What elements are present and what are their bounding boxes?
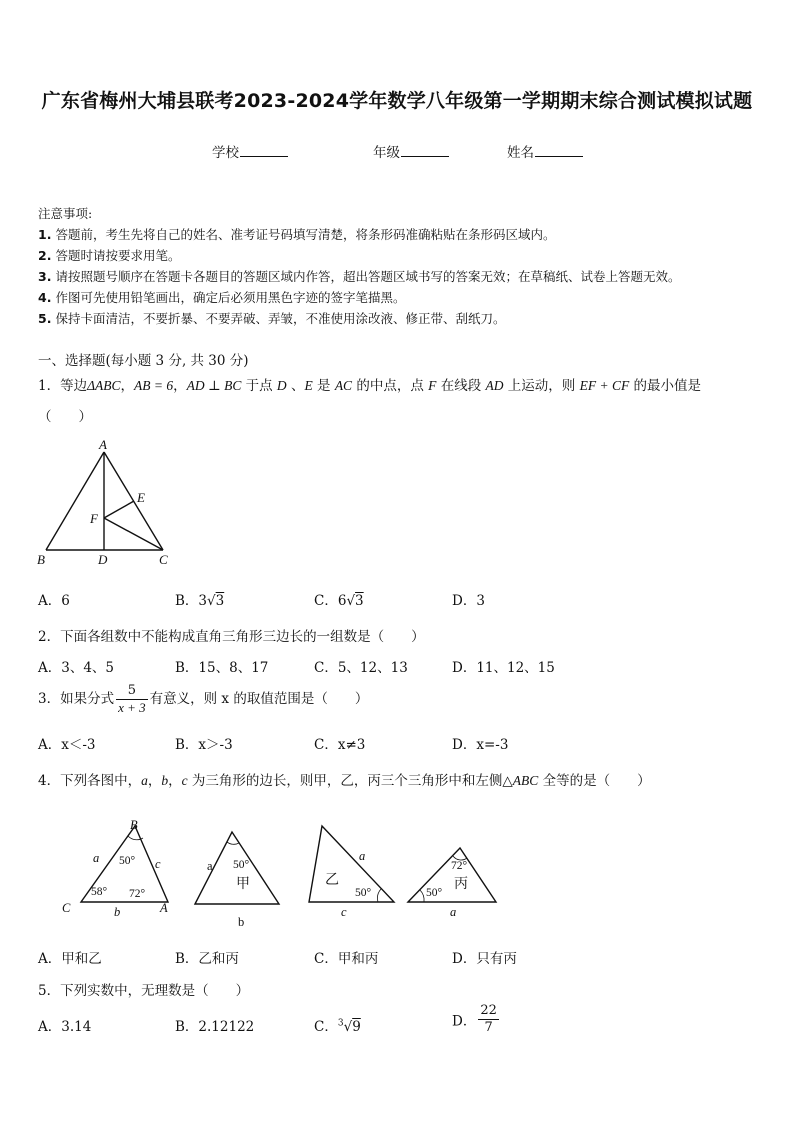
q5-option-a[interactable]: A．3.14 bbox=[38, 1019, 92, 1035]
sqrt-sign: √ bbox=[343, 1019, 353, 1035]
bing-side-a: a bbox=[450, 905, 457, 919]
q5-option-c[interactable]: C．$^3$√9 bbox=[314, 1018, 361, 1035]
grade-label: 年级 bbox=[373, 145, 400, 161]
q4-option-b[interactable]: B．乙和丙 bbox=[175, 951, 239, 967]
triangle-jia bbox=[195, 832, 279, 929]
q3-option-c[interactable]: C．x≠3 bbox=[314, 737, 366, 753]
ref-label-c: C bbox=[62, 901, 71, 915]
label-e: E bbox=[137, 490, 145, 505]
notice-item: 1. 答题前，考生先将自己的姓名、准考证号码填写清楚，将条形码准确粘贴在条形码区域内。 bbox=[38, 227, 556, 242]
question-3-stem: 3．如果分式 $\frac{5}{x + 3}$ 有意义，则 x 的取值范围是（ ） bbox=[38, 683, 369, 715]
school-field[interactable] bbox=[212, 141, 288, 161]
fraction: $\frac{5}{x + 3}$ bbox=[118, 683, 146, 715]
segment-fe bbox=[104, 501, 134, 518]
q1-option-c[interactable]: C．6√3 bbox=[314, 593, 364, 609]
q2-option-a[interactable]: A．3、4、5 bbox=[38, 660, 115, 676]
jia-side-a: a bbox=[207, 859, 213, 873]
notice-item: 3. 请按照题号顺序在答题卡各题目的答题区域内作答，超出答题区域书写的答案无效；在草稿纸、试卷上答题无效。 bbox=[38, 269, 681, 284]
q5-option-b[interactable]: B．2.12122 bbox=[175, 1019, 255, 1035]
ref-angle-c: 58° bbox=[91, 886, 108, 898]
bing-name: 丙 bbox=[454, 877, 468, 892]
q1-option-a[interactable]: A．6 bbox=[38, 593, 70, 609]
sqrt-sign: √ bbox=[346, 593, 356, 609]
notice-block bbox=[38, 203, 768, 329]
q3-option-d[interactable]: D．x=-3 bbox=[452, 737, 509, 753]
yi-name: 乙 bbox=[325, 873, 339, 888]
q2-option-d[interactable]: D．11、12、15 bbox=[452, 660, 555, 676]
notice-item: 2. 答题时请按要求用笔。 bbox=[38, 248, 181, 263]
question-4-stem: 4．下列各图中，a，b，c 为三角形的边长，则甲，乙，丙三个三角形中和左侧△ABC 全等的是（ ） bbox=[38, 773, 651, 789]
triangle-yi bbox=[309, 826, 394, 919]
jia-side-b: b bbox=[238, 915, 245, 929]
label-a: A bbox=[99, 437, 107, 452]
ref-label-a: A bbox=[160, 901, 168, 915]
jia-name: 甲 bbox=[236, 877, 250, 892]
q1-option-d[interactable]: D．3 bbox=[452, 593, 485, 609]
question-5-stem: 5．下列实数中，无理数是（ ） bbox=[38, 983, 250, 999]
ref-angle-a: 72° bbox=[129, 888, 146, 900]
q3-option-b[interactable]: B．x＞-3 bbox=[175, 737, 233, 753]
q2-option-c[interactable]: C．5、12、13 bbox=[314, 660, 408, 676]
label-d: D bbox=[98, 552, 108, 567]
sqrt-sign: √ bbox=[207, 593, 216, 609]
yi-angle: 50° bbox=[355, 887, 372, 899]
question-1-paren: （ ） bbox=[38, 409, 92, 425]
page-title: 广东省梅州大埔县联考2023-2024学年数学八年级第一学期期末综合测试模拟试题 bbox=[41, 90, 753, 112]
ref-label-b: B bbox=[130, 818, 138, 832]
grade-field[interactable] bbox=[373, 141, 449, 161]
name-blank[interactable] bbox=[535, 143, 583, 157]
school-blank[interactable] bbox=[240, 143, 288, 157]
label-f: F bbox=[90, 511, 98, 526]
notice-heading: 注意事项: bbox=[38, 206, 93, 221]
q4-option-a[interactable]: A．甲和乙 bbox=[38, 951, 102, 967]
triangle-bing bbox=[408, 848, 496, 919]
ref-angle-b: 50° bbox=[119, 855, 136, 867]
fraction: $\frac{22}{7}$ bbox=[480, 1003, 497, 1035]
school-label: 学校 bbox=[212, 145, 239, 161]
q1-triangle-figure bbox=[34, 436, 180, 570]
section-heading: 一、选择题(每小题 3 分, 共 30 分) bbox=[38, 353, 249, 369]
name-field[interactable] bbox=[507, 141, 583, 161]
reference-triangle bbox=[62, 818, 168, 919]
q3-option-a[interactable]: A．x＜-3 bbox=[38, 737, 96, 753]
q2-option-b[interactable]: B．15、8、17 bbox=[175, 660, 269, 676]
bing-angle-left: 50° bbox=[426, 887, 443, 899]
question-2-stem: 2．下面各组数中不能构成直角三角形三边长的一组数是（ ） bbox=[38, 629, 425, 645]
jia-angle: 50° bbox=[233, 859, 250, 871]
label-c: C bbox=[159, 552, 168, 567]
label-b: B bbox=[37, 552, 45, 567]
name-label: 姓名 bbox=[507, 145, 534, 161]
q4-triangles-figure bbox=[56, 812, 506, 930]
ref-side-b: b bbox=[114, 905, 121, 919]
q1-option-b[interactable]: B．3√3 bbox=[175, 593, 225, 609]
side-ab bbox=[46, 452, 104, 550]
notice-item: 4. 作图可先使用铅笔画出，确定后必须用黑色字迹的签字笔描黑。 bbox=[38, 290, 406, 305]
notice-item: 5. 保持卡面清洁，不要折暴、不要弄破、弄皱，不准使用涂改液、修正带、刮纸刀。 bbox=[38, 311, 506, 326]
q5-option-d[interactable]: D． $\frac{22}{7}$ bbox=[452, 1003, 497, 1035]
q4-option-d[interactable]: D．只有丙 bbox=[452, 951, 517, 967]
grade-blank[interactable] bbox=[401, 143, 449, 157]
ref-side-a: a bbox=[93, 851, 100, 865]
q4-option-c[interactable]: C．甲和丙 bbox=[314, 951, 379, 967]
ref-side-c: c bbox=[155, 857, 161, 871]
question-1-stem: 1．等边ΔABC，AB = 6，AD ⊥ BC 于点 D 、E 是 AC 的中点，点 F 在线段 AD 上运动，则 EF + CF 的最小值是 bbox=[38, 378, 702, 394]
yi-side-c: c bbox=[341, 905, 347, 919]
bing-angle-top: 72° bbox=[451, 860, 468, 872]
yi-side-a: a bbox=[359, 849, 366, 863]
